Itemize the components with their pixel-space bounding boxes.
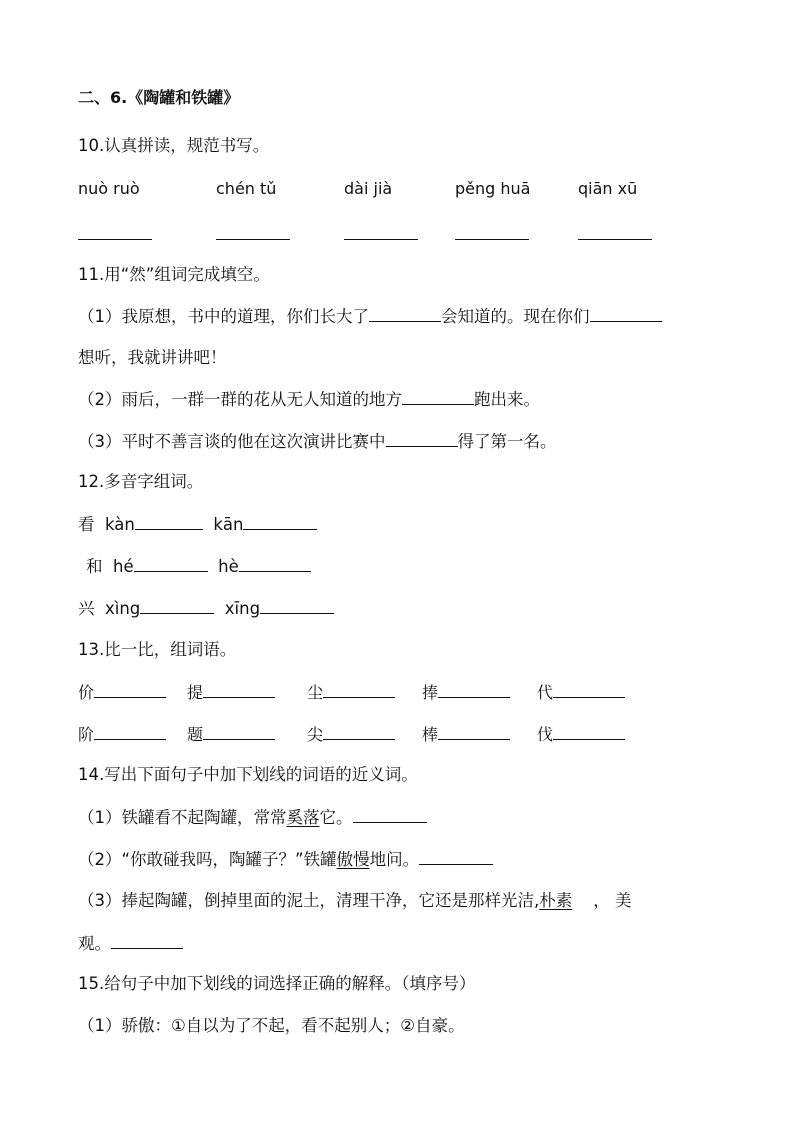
q14-s1-part-a: （1）铁罐看不起陶罐，常常	[78, 808, 287, 827]
q13-char: 伐	[537, 725, 554, 744]
q13-r1-c3	[307, 680, 395, 705]
q11-s2-part-a: （2）雨后，一群一群的花从无人知道的地方	[78, 390, 402, 409]
q13-blank[interactable]	[438, 722, 510, 740]
q11-blank-1[interactable]	[369, 304, 441, 322]
q12-blank-1a[interactable]	[135, 512, 203, 530]
q11-s1-part-b: 会知道的。现在你们	[441, 307, 590, 326]
q13-r1-c5	[537, 680, 625, 705]
pinyin-1: nuò ruò	[78, 179, 140, 198]
q12-blank-1b[interactable]	[243, 512, 317, 530]
q14-sentence-3	[78, 889, 631, 913]
q11-s3-part-b: 得了第一名。	[457, 432, 557, 451]
q12-prompt: 12.多音字组词。	[78, 472, 204, 491]
q12-blank-3b[interactable]	[260, 596, 334, 614]
q13-r2-c3	[307, 722, 395, 747]
q14-s2-part-a: （2）“你敢碰我吗，陶罐子？”铁罐	[78, 850, 337, 869]
q14-sentence-1	[78, 805, 427, 830]
answer-blank-2[interactable]	[216, 222, 290, 247]
q11-blank-3[interactable]	[402, 387, 474, 405]
answer-blank-1[interactable]	[78, 222, 152, 247]
q13-blank[interactable]	[323, 722, 395, 740]
q12-char-2: 和	[86, 557, 103, 576]
q10-prompt: 10.认真拼读，规范书写。	[78, 136, 270, 155]
q12-reading-1a: kàn	[105, 515, 135, 534]
q14-s3-part-a: （3）捧起陶罐，倒掉里面的泥土，清理干净，它还是那样光洁,	[78, 891, 540, 910]
pinyin-4: pěng huā	[455, 179, 531, 198]
q15-prompt: 15.给句子中加下划线的词选择正确的解释。（填序号）	[78, 974, 476, 993]
q12-reading-3b: xīng	[224, 599, 261, 618]
q14-blank-1[interactable]	[353, 805, 427, 823]
q13-char: 尖	[307, 725, 324, 744]
q13-blank[interactable]	[203, 722, 275, 740]
q14-blank-2[interactable]	[419, 847, 493, 865]
q13-char: 尘	[307, 683, 324, 702]
q14-s2-part-b: 地问。	[369, 850, 420, 869]
q13-r2-c1	[78, 722, 166, 747]
q14-blank-3[interactable]	[111, 931, 183, 949]
q13-blank[interactable]	[323, 680, 395, 698]
q14-s1-part-b: 它。	[319, 808, 353, 827]
q11-prompt: 11.用“然”组词完成填空。	[78, 265, 270, 284]
section-title: 二、6.《陶罐和铁罐》	[78, 88, 240, 107]
q12-blank-2a[interactable]	[134, 554, 208, 572]
q11-sentence-3	[78, 429, 557, 454]
q11-blank-2[interactable]	[590, 304, 662, 322]
q13-r2-c4	[422, 722, 510, 747]
pinyin-2: chén tǔ	[216, 179, 277, 198]
q13-blank[interactable]	[94, 680, 166, 698]
q13-char: 价	[78, 683, 95, 702]
q12-row-he	[86, 554, 311, 579]
q12-reading-1b: kān	[213, 515, 244, 534]
q12-blank-3a[interactable]	[140, 596, 214, 614]
q14-underlined-word-2: 傲慢	[336, 850, 370, 869]
q14-sentence-2	[78, 847, 493, 872]
q14-prompt: 14.写出下面句子中加下划线的词语的近义词。	[78, 765, 418, 784]
q11-s3-part-a: （3）平时不善言谈的他在这次演讲比赛中	[78, 432, 386, 451]
q14-s3-part-b: ， 美	[593, 891, 632, 910]
q14-underlined-word-3: 朴素	[539, 891, 573, 910]
q13-blank[interactable]	[553, 680, 625, 698]
q11-s2-part-b: 跑出来。	[474, 390, 540, 409]
q12-reading-3a: xìng	[105, 599, 141, 618]
q14-s3-part-c: 观。	[78, 934, 111, 953]
q13-char: 代	[537, 683, 554, 702]
q13-char: 棒	[422, 725, 439, 744]
answer-blank-3[interactable]	[344, 222, 418, 247]
q12-reading-2b: hè	[218, 557, 239, 576]
q14-underlined-word-1: 奚落	[286, 808, 320, 827]
q13-char: 提	[187, 683, 204, 702]
q12-char-1: 看	[78, 515, 95, 534]
q11-sentence-2	[78, 387, 540, 412]
answer-blank-5[interactable]	[578, 222, 652, 247]
q11-sentence-1-cont: 想听，我就讲讲吧！	[78, 348, 227, 367]
q13-blank[interactable]	[203, 680, 275, 698]
q13-r1-c1	[78, 680, 166, 705]
q12-blank-2b[interactable]	[239, 554, 311, 572]
q13-char: 阶	[78, 725, 95, 744]
q11-sentence-1	[78, 304, 662, 329]
q13-r1-c2	[187, 680, 275, 705]
q13-prompt: 13.比一比，组词语。	[78, 640, 237, 659]
q11-blank-4[interactable]	[386, 429, 458, 447]
q13-r2-c5	[537, 722, 625, 747]
pinyin-3: dài jià	[344, 179, 393, 198]
q13-r1-c4	[422, 680, 510, 705]
q12-row-kan	[78, 512, 317, 537]
q12-reading-2a: hé	[113, 557, 134, 576]
q14-sentence-3-cont	[78, 931, 183, 956]
answer-blank-4[interactable]	[455, 222, 529, 247]
q13-char: 捧	[422, 683, 439, 702]
q13-blank[interactable]	[553, 722, 625, 740]
q15-sentence-1: （1）骄傲：①自以为了不起，看不起别人；②自豪。	[78, 1016, 465, 1035]
pinyin-5: qiān xū	[578, 179, 638, 198]
q13-r2-c2	[187, 722, 275, 747]
q11-s1-part-a: （1）我原想，书中的道理，你们长大了	[78, 307, 369, 326]
q13-char: 题	[187, 725, 204, 744]
q13-blank[interactable]	[438, 680, 510, 698]
q13-blank[interactable]	[94, 722, 166, 740]
q12-char-3: 兴	[78, 599, 95, 618]
q12-row-xing	[78, 596, 334, 621]
